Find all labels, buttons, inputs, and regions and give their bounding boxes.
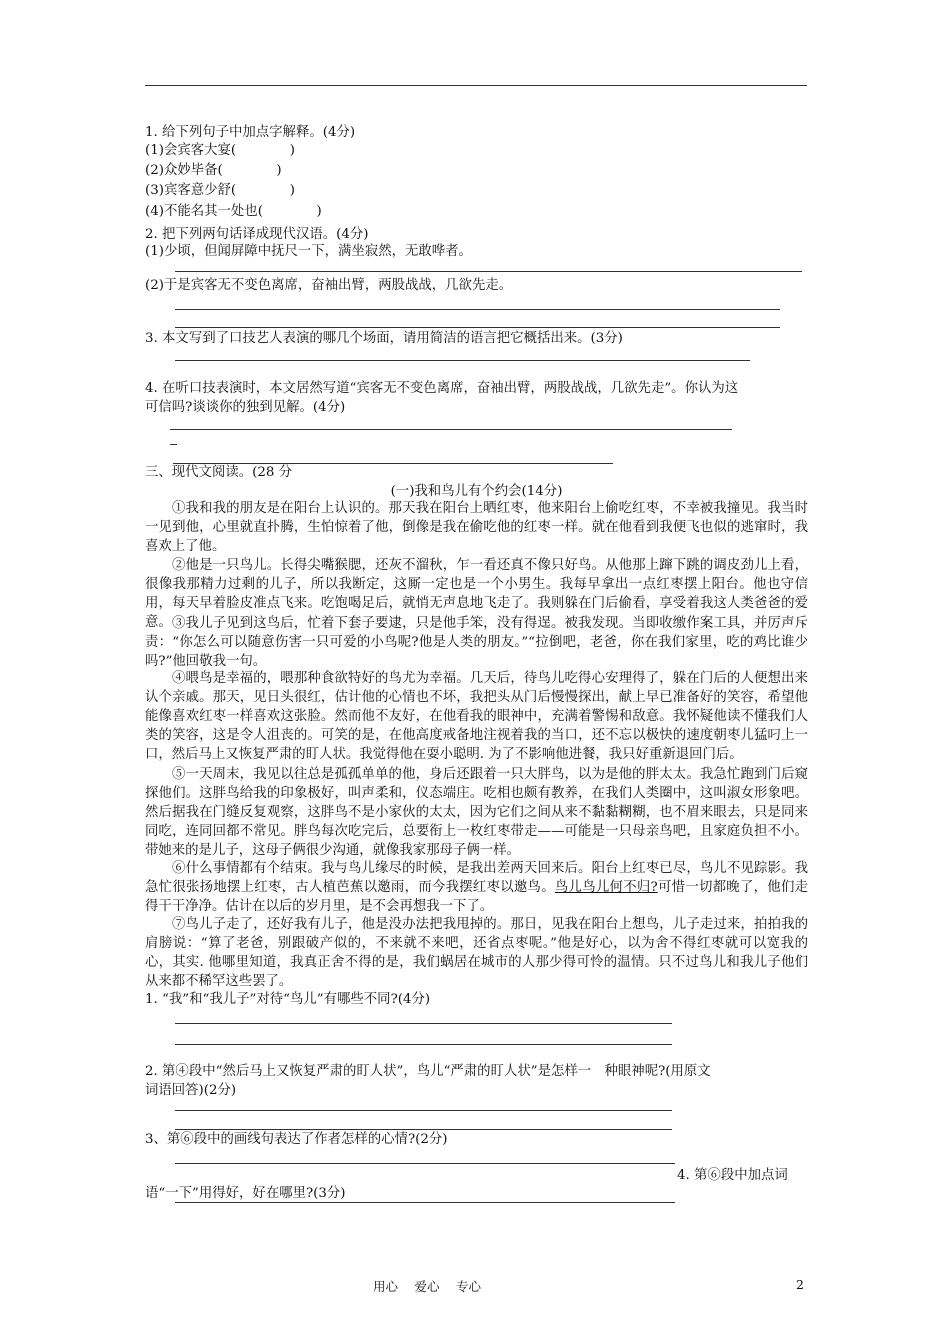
answer-line — [175, 1110, 672, 1111]
paragraph-1: ①我和我的朋友是在阳台上认识的。那天我在阳台上晒红枣，他来阳台上偷吃红枣，不幸被我撞见。我当时一见到他，心里就直扑腾，生怕惊着了他，倒像是我在偷吃他的红枣一样。就在他看到我便飞也似的逃窜时，我喜欢上了他。 — [145, 501, 808, 554]
answer-line — [170, 444, 177, 445]
underlined-sentence: 鸟儿鸟儿何不归? — [554, 880, 658, 895]
question-1: 1. 给下列句子中加点字解释。(4分) — [145, 125, 356, 140]
question-3: 3. 本文写到了口技艺人表演的哪几个场面，请用简洁的语言把它概括出来。(3分) — [145, 331, 623, 346]
paragraph-7: ⑦鸟儿子走了，还好我有儿子，他是没办法把我甩掉的。那日，见我在阳台上想鸟，儿子走过来，拍拍我的肩膀说：“算了老爸，别跟破产似的，不来就不来吧，还省点枣呢。”他是好心，以为舍不得红枣就可以宽我的心，其实. 他哪里知道，我真正舍不得的是，我们蜗居在城市的人那少得可怜的温情。只不过鸟儿和我儿子他们从来都不稀罕这些罢了。 — [145, 917, 808, 989]
answer-line — [175, 327, 780, 328]
header-rule — [145, 85, 807, 86]
question-4-line-1: 4. 在听口技表演时，本文居然写道“宾客无不变色离席，奋袖出臂，两股战战，几欲先走”。你认为这 — [145, 381, 739, 396]
question-2: 2. 把下列两句话译成现代汉语。(4分) — [145, 227, 369, 242]
paragraph-3: ③我儿子见到这鸟后，忙着下套子要逮，只是他手笨，没有得逞。被我发现。当即收缴作案工具，并厉声斥责：“你怎么可以随意伤害一只可爱的小鸟呢?他是人类的朋友。”“拉倒吧，老爸，你在我们家里，吃的鸡比谁少吗?”他回敬我一句。 — [145, 616, 808, 669]
page-number: 2 — [796, 1277, 804, 1292]
paragraph-6: ⑥什么事情都有个结束。我与鸟儿缘尽的时候，是我出差两天回来后。阳台上红枣已尽，鸟儿不见踪影。我急忙很张扬地摆上红枣，古人植芭蕉以邀雨，而今我摆红枣以邀鸟。鸟儿鸟儿何不归?可惜一切都晚了，他们走得干干净净。估计在以后的岁月里，是不会再想我一下了。 — [145, 861, 809, 914]
reading-question-2-line-2: 词语回答)(2分) — [145, 1083, 237, 1098]
answer-line — [175, 1023, 672, 1024]
question-1-item-3: (3)宾客意少舒( ) — [145, 183, 295, 198]
reading-question-4-line-2: 语“一下”用得好，好在哪里?(3分) — [145, 1186, 346, 1201]
answer-line — [175, 271, 802, 272]
answer-line — [175, 1044, 672, 1045]
answer-line — [175, 1163, 675, 1164]
section-heading: 三、现代文阅读。(28 分 — [145, 465, 293, 480]
answer-line — [175, 1202, 675, 1203]
question-2-item-2: (2)于是宾客无不变色离席，奋袖出臂，两股战战，几欲先走。 — [145, 278, 513, 293]
question-1-item-1: (1)会宾客大宴( ) — [145, 143, 295, 158]
passage-title: (一)我和鸟儿有个约会(14分) — [390, 484, 563, 499]
paragraph-4: ④喂鸟是幸福的，喂那种食欲特好的鸟尤为幸福。几天后，待鸟儿吃得心安理得了，躲在门后的人便想出来认个亲戚。那天，见日头很红，估计他的心情也不坏，我把头从门后慢慢探出，献上早已准备好的笑容，希望他能像喜欢红枣一样喜欢这张脸。然而他不友好，在他看我的眼神中，充满着警惕和敌意。我怀疑他读不懂我们人类的笑容，这是令人沮丧的。可笑的是，在他高度戒备地注视着我的当口，还不忘以极快的速度朝枣儿猛叼上一口，然后马上又恢复严肃的盯人状。我觉得他在耍小聪明. 为了不影响他进餐，我只好重新退回门后。 — [145, 671, 808, 762]
paragraph-5: ⑤一天周末，我见以往总是孤孤单单的他，身后还跟着一只大胖鸟，以为是他的胖太太。我急忙跑到门后窥探他们。这胖鸟给我的印象极好，叫声柔和，仪态端庄。吃相也颇有教养，在我们人类圈中，这叫淑女形象吧。然后据我在门缝反复观察，这胖鸟不是小家伙的太太，因为它们之间从来不黏黏糊糊，也不眉来眼去，只是同来同吃，连同回都不常见。胖鸟每次吃完后，总要衔上一枚红枣带走——可能是一只母亲鸟吧，且家庭负担不小。带她来的是儿子，这母子俩很少沟通，就像我家那母子俩一样。 — [145, 767, 808, 858]
answer-line — [170, 429, 732, 430]
reading-question-2-line-1: 2. 第④段中“然后马上又恢复严肃的盯人状”，鸟儿“严肃的盯人状”是怎样一 种眼神呢?(用原文 — [145, 1064, 711, 1079]
answer-line — [175, 360, 750, 361]
question-4-line-2: 可信吗?谈谈你的独到见解。(4分) — [145, 400, 346, 415]
paragraph-2: ②他是一只鸟儿。长得尖嘴猴腮，还灰不溜秋，乍一看还真不像只好鸟。从他那上蹿下跳的调皮劲儿上看，很像我那精力过剩的儿子，所以我断定，这厮一定也是一个小男生。我每早拿出一点红枣摆上阳台。他也守信用，每天早着脸皮准点飞来。吃饱喝足后，就悄无声息地飞走了。我则躲在门后偷看，享受着我这人类爸爸的爱意。 — [145, 558, 808, 630]
footer-motto: 用心 爱心 专心 — [373, 1279, 481, 1294]
reading-question-4-line-1: 4. 第⑥段中加点词 — [677, 1168, 788, 1183]
reading-question-1: 1. “我”和“我儿子”对待“鸟儿”有哪些不同?(4分) — [145, 992, 431, 1007]
question-1-item-2: (2)众妙毕备( ) — [145, 163, 282, 178]
reading-question-3: 3、第⑥段中的画线句表达了作者怎样的心情?(2分) — [145, 1132, 448, 1147]
question-1-item-4: (4)不能名其一处也( ) — [145, 204, 322, 219]
answer-line — [175, 309, 780, 310]
question-2-item-1: (1)少顷，但闻屏障中抚尺一下，满坐寂然，无敢哗者。 — [145, 244, 472, 259]
